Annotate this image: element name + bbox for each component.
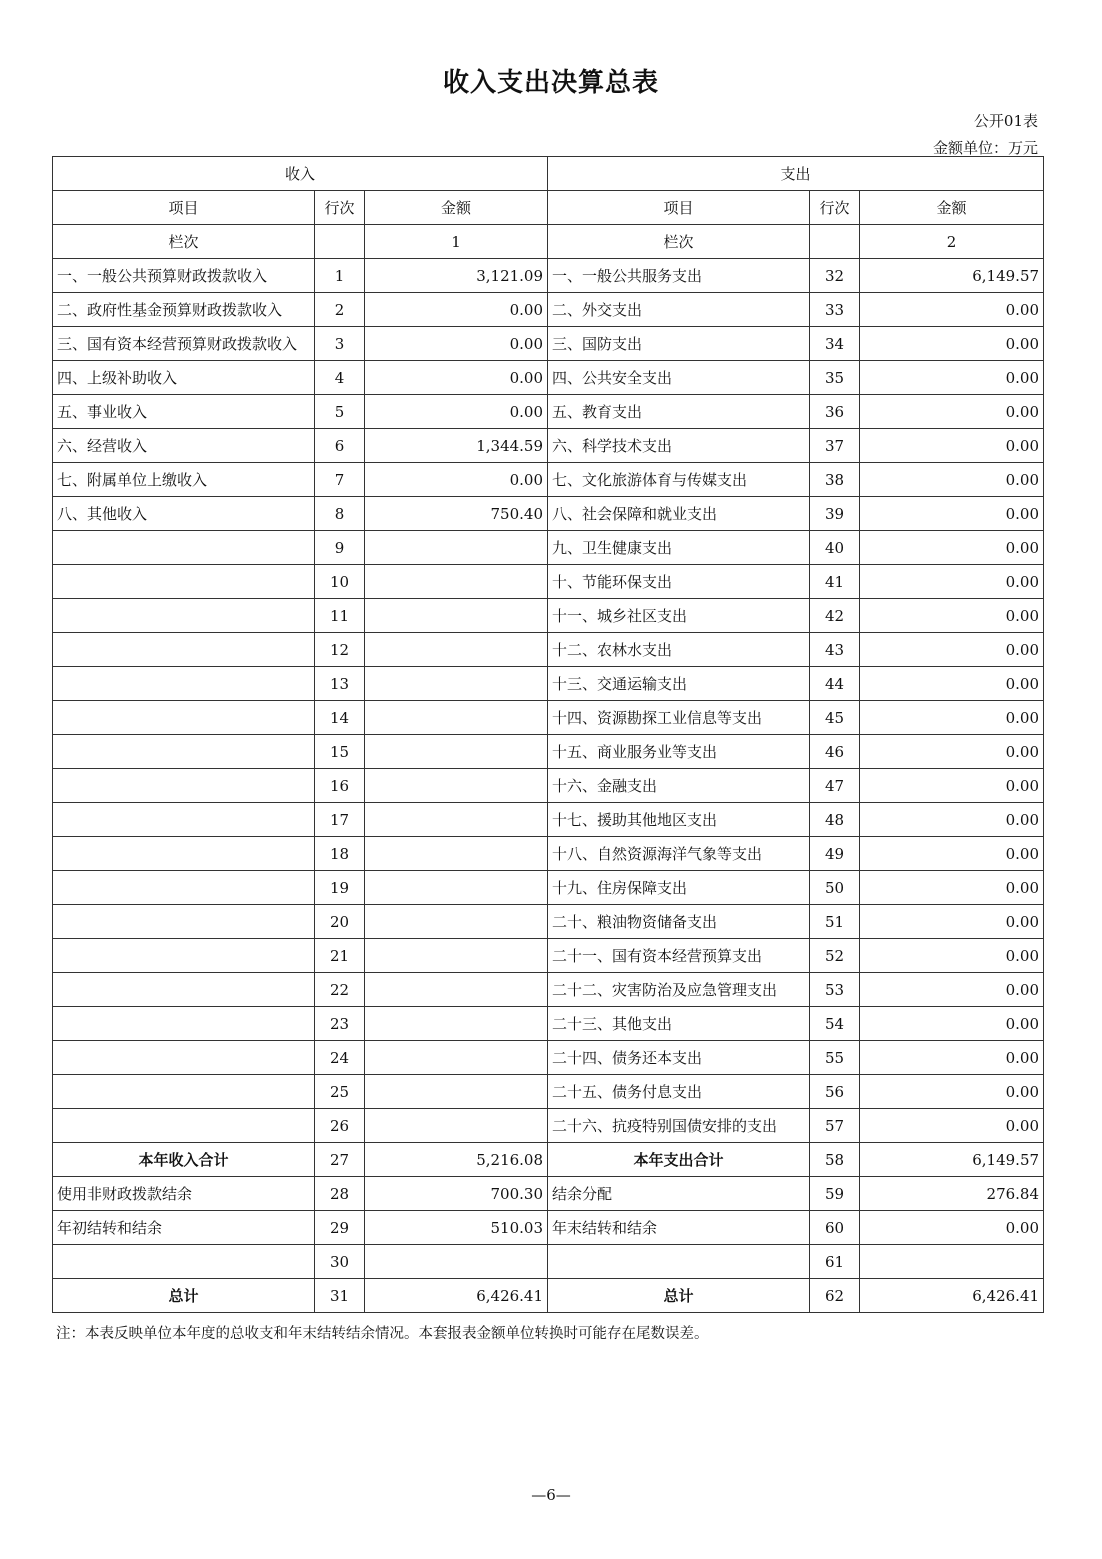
expense-row-no: 45	[810, 701, 860, 735]
income-item: 五、事业收入	[53, 395, 315, 429]
table-row	[53, 293, 1044, 327]
income-amount	[365, 1041, 548, 1075]
income-amount	[365, 701, 548, 735]
income-amount: 700.30	[365, 1177, 548, 1211]
expense-amount	[860, 1245, 1044, 1279]
page-number: —6—	[531, 1486, 571, 1504]
expense-row-no: 52	[810, 939, 860, 973]
expense-item: 结余分配	[548, 1177, 810, 1211]
income-row-no: 2	[315, 293, 365, 327]
expense-amount: 0.00	[860, 293, 1044, 327]
income-amount	[365, 1109, 548, 1143]
income-amount: 0.00	[365, 361, 548, 395]
income-amount	[365, 939, 548, 973]
table-row	[53, 633, 1044, 667]
income-amount: 1,344.59	[365, 429, 548, 463]
table-row	[53, 837, 1044, 871]
income-total-no: 31	[315, 1279, 365, 1313]
income-row-no: 25	[315, 1075, 365, 1109]
table-row	[53, 871, 1044, 905]
expense-amount: 0.00	[860, 633, 1044, 667]
expense-amount: 0.00	[860, 837, 1044, 871]
income-item	[53, 735, 315, 769]
income-rowno-header: 行次	[315, 191, 365, 225]
income-row-no: 16	[315, 769, 365, 803]
income-item	[53, 565, 315, 599]
income-row-no: 13	[315, 667, 365, 701]
expense-amount: 6,149.57	[860, 259, 1044, 293]
expense-amount: 0.00	[860, 701, 1044, 735]
income-amount	[365, 1007, 548, 1041]
income-row-no: 22	[315, 973, 365, 1007]
table-row	[53, 565, 1044, 599]
header-row-colnums	[53, 225, 1044, 259]
expense-row-no: 42	[810, 599, 860, 633]
income-amount: 510.03	[365, 1211, 548, 1245]
expense-row-no: 53	[810, 973, 860, 1007]
expense-row-no: 37	[810, 429, 860, 463]
income-row-no: 24	[315, 1041, 365, 1075]
income-row-no: 1	[315, 259, 365, 293]
table-row	[53, 973, 1044, 1007]
expense-total-label: 总计	[548, 1279, 810, 1313]
expense-row-no: 48	[810, 803, 860, 837]
expense-row-no: 35	[810, 361, 860, 395]
expense-item: 三、国防支出	[548, 327, 810, 361]
expense-item: 十、节能环保支出	[548, 565, 810, 599]
income-col-empty	[315, 225, 365, 259]
table-row	[53, 905, 1044, 939]
header-row-columns	[53, 191, 1044, 225]
table-row	[53, 395, 1044, 429]
income-row-no: 29	[315, 1211, 365, 1245]
expense-row-no: 44	[810, 667, 860, 701]
income-item	[53, 1007, 315, 1041]
income-subtotal-label: 本年收入合计	[53, 1143, 315, 1177]
income-amount: 750.40	[365, 497, 548, 531]
form-code: 公开01表	[973, 112, 1038, 130]
expense-header: 支出	[548, 157, 1044, 191]
expense-row-no: 46	[810, 735, 860, 769]
table-row	[53, 1075, 1044, 1109]
income-row-no: 5	[315, 395, 365, 429]
expense-amount: 0.00	[860, 395, 1044, 429]
income-row-no: 23	[315, 1007, 365, 1041]
expense-amount: 0.00	[860, 871, 1044, 905]
income-amount	[365, 769, 548, 803]
income-row-no: 6	[315, 429, 365, 463]
table-row	[53, 497, 1044, 531]
income-total-amount: 6,426.41	[365, 1279, 548, 1313]
income-row-no: 4	[315, 361, 365, 395]
income-row-no: 12	[315, 633, 365, 667]
expense-total-amount: 6,426.41	[860, 1279, 1044, 1313]
income-amount: 0.00	[365, 327, 548, 361]
income-item	[53, 939, 315, 973]
income-row-no: 28	[315, 1177, 365, 1211]
expense-row-no: 54	[810, 1007, 860, 1041]
expense-item: 二十一、国有资本经营预算支出	[548, 939, 810, 973]
income-amount	[365, 633, 548, 667]
income-item-header: 项目	[53, 191, 315, 225]
table-footer	[53, 1143, 1044, 1313]
income-item	[53, 973, 315, 1007]
table-row	[53, 939, 1044, 973]
income-col-number: 1	[365, 225, 548, 259]
expense-row-no: 33	[810, 293, 860, 327]
expense-item: 五、教育支出	[548, 395, 810, 429]
expense-item: 二十六、抗疫特别国债安排的支出	[548, 1109, 810, 1143]
expense-col-empty	[810, 225, 860, 259]
expense-row-no: 50	[810, 871, 860, 905]
expense-row-no: 32	[810, 259, 860, 293]
income-item: 使用非财政拨款结余	[53, 1177, 315, 1211]
income-item: 八、其他收入	[53, 497, 315, 531]
expense-amount: 0.00	[860, 667, 1044, 701]
expense-amount: 0.00	[860, 769, 1044, 803]
total-row	[53, 1279, 1044, 1313]
income-item: 六、经营收入	[53, 429, 315, 463]
income-item: 二、政府性基金预算财政拨款收入	[53, 293, 315, 327]
expense-item: 年末结转和结余	[548, 1211, 810, 1245]
expense-amount: 0.00	[860, 429, 1044, 463]
expense-row-no: 60	[810, 1211, 860, 1245]
expense-amount: 0.00	[860, 1109, 1044, 1143]
expense-row-no: 41	[810, 565, 860, 599]
income-item	[53, 1109, 315, 1143]
income-amount	[365, 667, 548, 701]
expense-row-no: 56	[810, 1075, 860, 1109]
table-row	[53, 429, 1044, 463]
expense-row-no: 40	[810, 531, 860, 565]
expense-row-no: 61	[810, 1245, 860, 1279]
income-item	[53, 633, 315, 667]
income-col-label: 栏次	[53, 225, 315, 259]
expense-row-no: 59	[810, 1177, 860, 1211]
expense-row-no: 43	[810, 633, 860, 667]
expense-item: 二十、粮油物资储备支出	[548, 905, 810, 939]
expense-row-no: 55	[810, 1041, 860, 1075]
income-row-no: 3	[315, 327, 365, 361]
expense-item: 二十二、灾害防治及应急管理支出	[548, 973, 810, 1007]
income-item: 七、附属单位上缴收入	[53, 463, 315, 497]
income-subtotal-no: 27	[315, 1143, 365, 1177]
income-row-no: 20	[315, 905, 365, 939]
expense-amount: 0.00	[860, 599, 1044, 633]
table-row	[53, 667, 1044, 701]
table-row	[53, 531, 1044, 565]
expense-amount: 0.00	[860, 1075, 1044, 1109]
expense-amount: 0.00	[860, 497, 1044, 531]
expense-col-number: 2	[860, 225, 1044, 259]
table-row	[53, 735, 1044, 769]
expense-item: 八、社会保障和就业支出	[548, 497, 810, 531]
income-amount	[365, 599, 548, 633]
income-amount: 0.00	[365, 463, 548, 497]
income-item	[53, 871, 315, 905]
table-row	[53, 599, 1044, 633]
income-expense-table	[52, 156, 1044, 1313]
income-row-no: 14	[315, 701, 365, 735]
expense-row-no: 39	[810, 497, 860, 531]
income-row-no: 26	[315, 1109, 365, 1143]
income-row-no: 30	[315, 1245, 365, 1279]
expense-amount: 0.00	[860, 939, 1044, 973]
table-row	[53, 259, 1044, 293]
table-row	[53, 463, 1044, 497]
expense-item	[548, 1245, 810, 1279]
expense-amount: 0.00	[860, 1007, 1044, 1041]
income-row-no: 11	[315, 599, 365, 633]
expense-amount: 0.00	[860, 531, 1044, 565]
expense-item: 二十三、其他支出	[548, 1007, 810, 1041]
expense-row-no: 47	[810, 769, 860, 803]
expense-amount: 0.00	[860, 565, 1044, 599]
expense-item: 十八、自然资源海洋气象等支出	[548, 837, 810, 871]
expense-amount: 0.00	[860, 327, 1044, 361]
expense-subtotal-label: 本年支出合计	[548, 1143, 810, 1177]
expense-row-no: 49	[810, 837, 860, 871]
income-item	[53, 1245, 315, 1279]
expense-amount: 276.84	[860, 1177, 1044, 1211]
table-row	[53, 327, 1044, 361]
income-row-no: 19	[315, 871, 365, 905]
table-row	[53, 361, 1044, 395]
income-row-no: 10	[315, 565, 365, 599]
expense-item: 十二、农林水支出	[548, 633, 810, 667]
income-item	[53, 1075, 315, 1109]
expense-amount: 0.00	[860, 1211, 1044, 1245]
income-amount	[365, 531, 548, 565]
expense-item: 十三、交通运输支出	[548, 667, 810, 701]
income-row-no: 8	[315, 497, 365, 531]
income-amount	[365, 1075, 548, 1109]
income-row-no: 21	[315, 939, 365, 973]
expense-item-header: 项目	[548, 191, 810, 225]
expense-col-label: 栏次	[548, 225, 810, 259]
table-row	[53, 1007, 1044, 1041]
expense-row-no: 36	[810, 395, 860, 429]
income-amount-header: 金额	[365, 191, 548, 225]
expense-item: 六、科学技术支出	[548, 429, 810, 463]
page-title: 收入支出决算总表	[442, 68, 659, 98]
expense-item: 十一、城乡社区支出	[548, 599, 810, 633]
income-item	[53, 837, 315, 871]
income-amount: 0.00	[365, 395, 548, 429]
income-row-no: 17	[315, 803, 365, 837]
income-item: 四、上级补助收入	[53, 361, 315, 395]
income-amount	[365, 905, 548, 939]
income-amount	[365, 973, 548, 1007]
income-amount	[365, 837, 548, 871]
income-amount	[365, 803, 548, 837]
expense-amount: 0.00	[860, 803, 1044, 837]
income-amount	[365, 871, 548, 905]
expense-subtotal-amount: 6,149.57	[860, 1143, 1044, 1177]
income-row-no: 15	[315, 735, 365, 769]
expense-item: 十五、商业服务业等支出	[548, 735, 810, 769]
income-row-no: 18	[315, 837, 365, 871]
income-row-no: 9	[315, 531, 365, 565]
income-row-no: 7	[315, 463, 365, 497]
income-item	[53, 905, 315, 939]
expense-item: 四、公共安全支出	[548, 361, 810, 395]
table-row	[53, 1211, 1044, 1245]
expense-amount: 0.00	[860, 735, 1044, 769]
expense-row-no: 51	[810, 905, 860, 939]
income-amount	[365, 1245, 548, 1279]
income-amount: 3,121.09	[365, 259, 548, 293]
income-item	[53, 667, 315, 701]
expense-item: 二十四、债务还本支出	[548, 1041, 810, 1075]
income-item	[53, 531, 315, 565]
expense-subtotal-no: 58	[810, 1143, 860, 1177]
table-row	[53, 1041, 1044, 1075]
header-row-section	[53, 157, 1044, 191]
table-row	[53, 1245, 1044, 1279]
income-item: 三、国有资本经营预算财政拨款收入	[53, 327, 315, 361]
expense-row-no: 38	[810, 463, 860, 497]
table-body	[53, 259, 1044, 1143]
expense-item: 二、外交支出	[548, 293, 810, 327]
expense-total-no: 62	[810, 1279, 860, 1313]
expense-amount: 0.00	[860, 1041, 1044, 1075]
income-item	[53, 701, 315, 735]
income-header: 收入	[53, 157, 548, 191]
income-amount	[365, 735, 548, 769]
expense-amount-header: 金额	[860, 191, 1044, 225]
income-item	[53, 803, 315, 837]
expense-row-no: 34	[810, 327, 860, 361]
amount-unit: 金额单位：万元	[932, 139, 1038, 157]
expense-item: 十九、住房保障支出	[548, 871, 810, 905]
subtotal-row	[53, 1143, 1044, 1177]
expense-amount: 0.00	[860, 361, 1044, 395]
table-note: 注：本表反映单位本年度的总收支和年末结转结余情况。本套报表金额单位转换时可能存在尾数误差。	[56, 1326, 709, 1342]
income-item	[53, 1041, 315, 1075]
expense-item: 二十五、债务付息支出	[548, 1075, 810, 1109]
expense-row-no: 57	[810, 1109, 860, 1143]
expense-item: 十六、金融支出	[548, 769, 810, 803]
income-amount: 0.00	[365, 293, 548, 327]
expense-item: 七、文化旅游体育与传媒支出	[548, 463, 810, 497]
income-subtotal-amount: 5,216.08	[365, 1143, 548, 1177]
table-row	[53, 1109, 1044, 1143]
expense-item: 九、卫生健康支出	[548, 531, 810, 565]
income-total-label: 总计	[53, 1279, 315, 1313]
expense-item: 十四、资源勘探工业信息等支出	[548, 701, 810, 735]
expense-item: 十七、援助其他地区支出	[548, 803, 810, 837]
income-item: 一、一般公共预算财政拨款收入	[53, 259, 315, 293]
expense-amount: 0.00	[860, 463, 1044, 497]
table-row	[53, 803, 1044, 837]
expense-amount: 0.00	[860, 905, 1044, 939]
table-row	[53, 1177, 1044, 1211]
income-item	[53, 599, 315, 633]
table-row	[53, 769, 1044, 803]
income-amount	[365, 565, 548, 599]
expense-rowno-header: 行次	[810, 191, 860, 225]
income-item	[53, 769, 315, 803]
expense-item: 一、一般公共服务支出	[548, 259, 810, 293]
expense-amount: 0.00	[860, 973, 1044, 1007]
income-item: 年初结转和结余	[53, 1211, 315, 1245]
table-row	[53, 701, 1044, 735]
